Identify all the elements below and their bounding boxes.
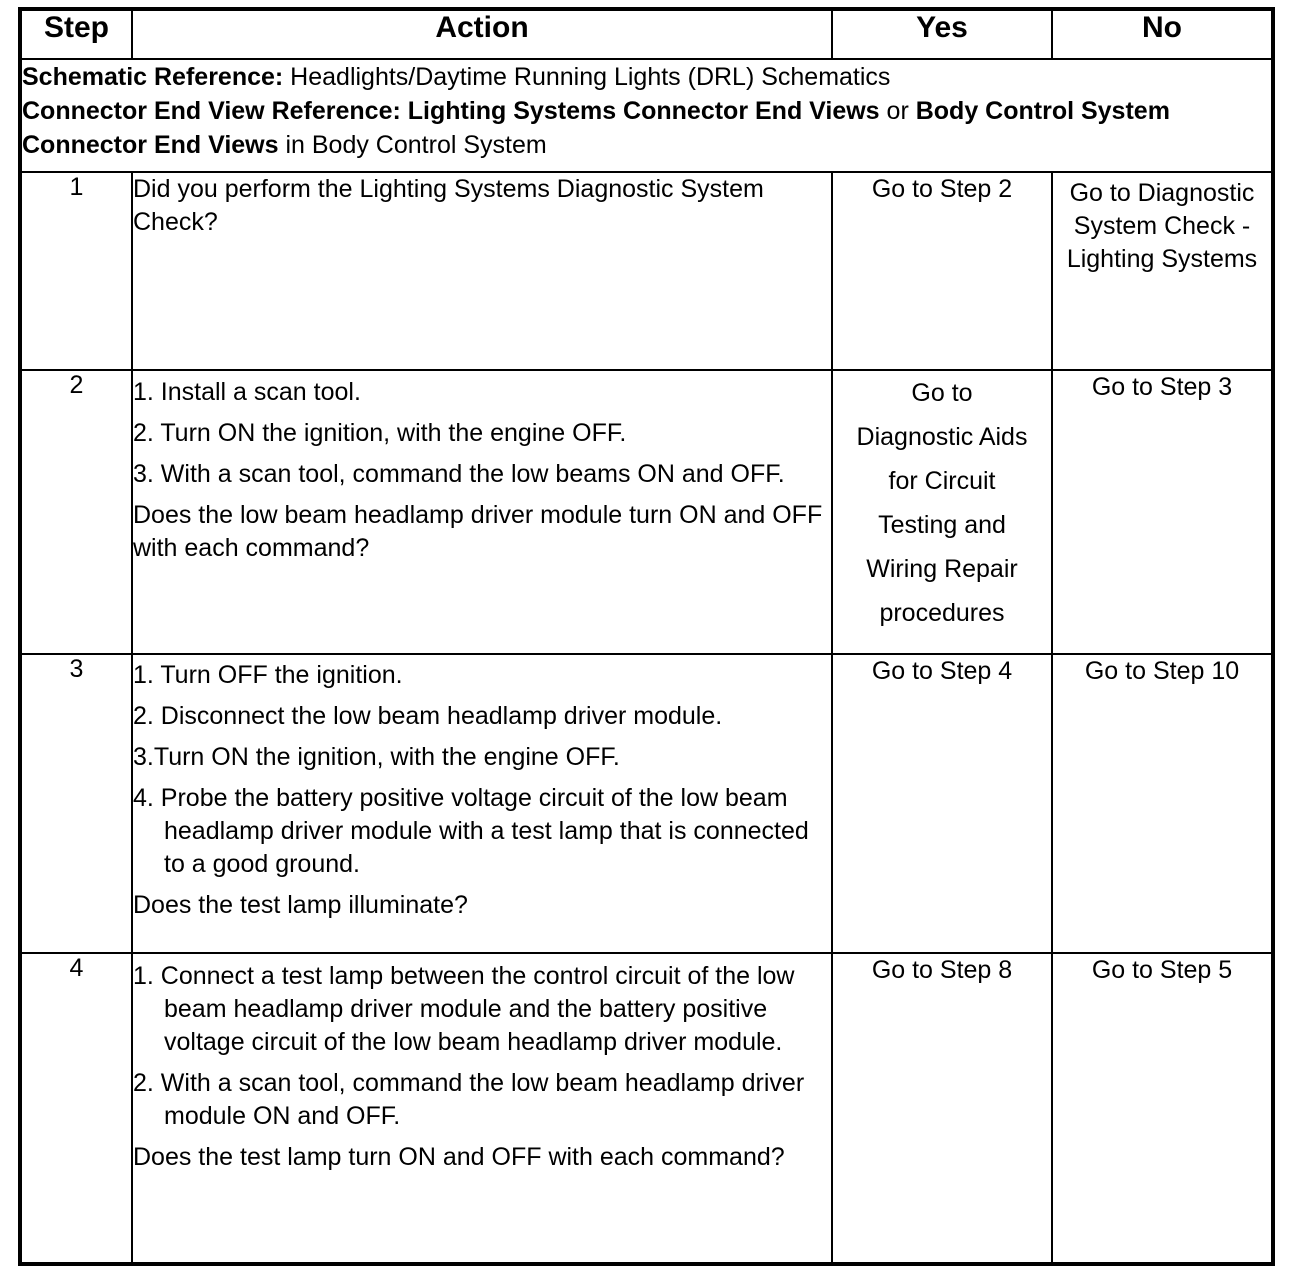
step-action bbox=[132, 370, 832, 654]
connector-reference-label: Connector End View Reference: Lighting Systems Connector End Views bbox=[22, 97, 880, 125]
step-question: Did you perform the Lighting Systems Diagnostic System Check? bbox=[133, 175, 764, 236]
body-control-reference-tail: in Body Control System bbox=[278, 131, 547, 159]
header-no: No bbox=[1052, 9, 1273, 59]
reference-row bbox=[20, 59, 1273, 172]
step-action bbox=[132, 172, 832, 370]
schematic-reference-text: Headlights/Daytime Running Lights (DRL) Schematics bbox=[283, 63, 891, 91]
step-number: 2 bbox=[20, 370, 132, 654]
diagnostic-table bbox=[18, 7, 1275, 1266]
action-item: 3.Turn ON the ignition, with the engine OFF. bbox=[133, 743, 620, 771]
step-question: Does the test lamp illuminate? bbox=[133, 891, 468, 919]
header-row bbox=[20, 9, 1273, 59]
table-row bbox=[20, 172, 1273, 370]
step-action bbox=[132, 654, 832, 953]
step-question: Does the low beam headlamp driver module turn ON and OFF with each command? bbox=[133, 501, 823, 562]
action-item: 2. Turn ON the ignition, with the engine OFF. bbox=[133, 419, 627, 447]
action-item: 1. Install a scan tool. bbox=[133, 378, 361, 406]
action-item: 2. Disconnect the low beam headlamp driver module. bbox=[133, 702, 723, 730]
step-no: Go to Step 10 bbox=[1052, 654, 1273, 953]
action-item: 4. Probe the battery positive voltage circuit of the low beam headlamp driver module with a test lamp that is connected to a good ground. bbox=[133, 784, 809, 878]
table-row bbox=[20, 370, 1273, 654]
action-item: 1. Turn OFF the ignition. bbox=[133, 661, 403, 689]
header-step: Step bbox=[20, 9, 132, 59]
header-yes: Yes bbox=[832, 9, 1052, 59]
schematic-reference-label: Schematic Reference: bbox=[22, 63, 284, 91]
step-no: Go to Diagnostic System Check - Lighting Systems bbox=[1052, 172, 1273, 370]
connector-reference-or: or bbox=[879, 97, 916, 125]
table-row bbox=[20, 953, 1273, 1264]
step-yes: Go to Diagnostic Aids for Circuit Testing and Wiring Repair procedures bbox=[832, 370, 1052, 654]
step-no: Go to Step 3 bbox=[1052, 370, 1273, 654]
step-yes: Go to Step 2 bbox=[832, 172, 1052, 370]
table-row bbox=[20, 654, 1273, 953]
action-item: 2. With a scan tool, command the low beam headlamp driver module ON and OFF. bbox=[133, 1069, 805, 1130]
action-item: 3. With a scan tool, command the low beams ON and OFF. bbox=[133, 460, 785, 488]
step-action bbox=[132, 953, 832, 1264]
step-number: 4 bbox=[20, 953, 132, 1264]
body-control-reference-label: Body Control System Connector End Views bbox=[22, 97, 1170, 159]
step-no: Go to Step 5 bbox=[1052, 953, 1273, 1264]
action-item: 1. Connect a test lamp between the control circuit of the low beam headlamp driver module and the battery positive voltage circuit of the low beam headlamp driver module. bbox=[133, 962, 795, 1056]
step-question: Does the test lamp turn ON and OFF with each command? bbox=[133, 1143, 785, 1171]
reference-cell bbox=[20, 59, 1273, 172]
header-action: Action bbox=[132, 9, 832, 59]
step-number: 1 bbox=[20, 172, 132, 370]
step-yes: Go to Step 8 bbox=[832, 953, 1052, 1264]
step-yes: Go to Step 4 bbox=[832, 654, 1052, 953]
step-number: 3 bbox=[20, 654, 132, 953]
